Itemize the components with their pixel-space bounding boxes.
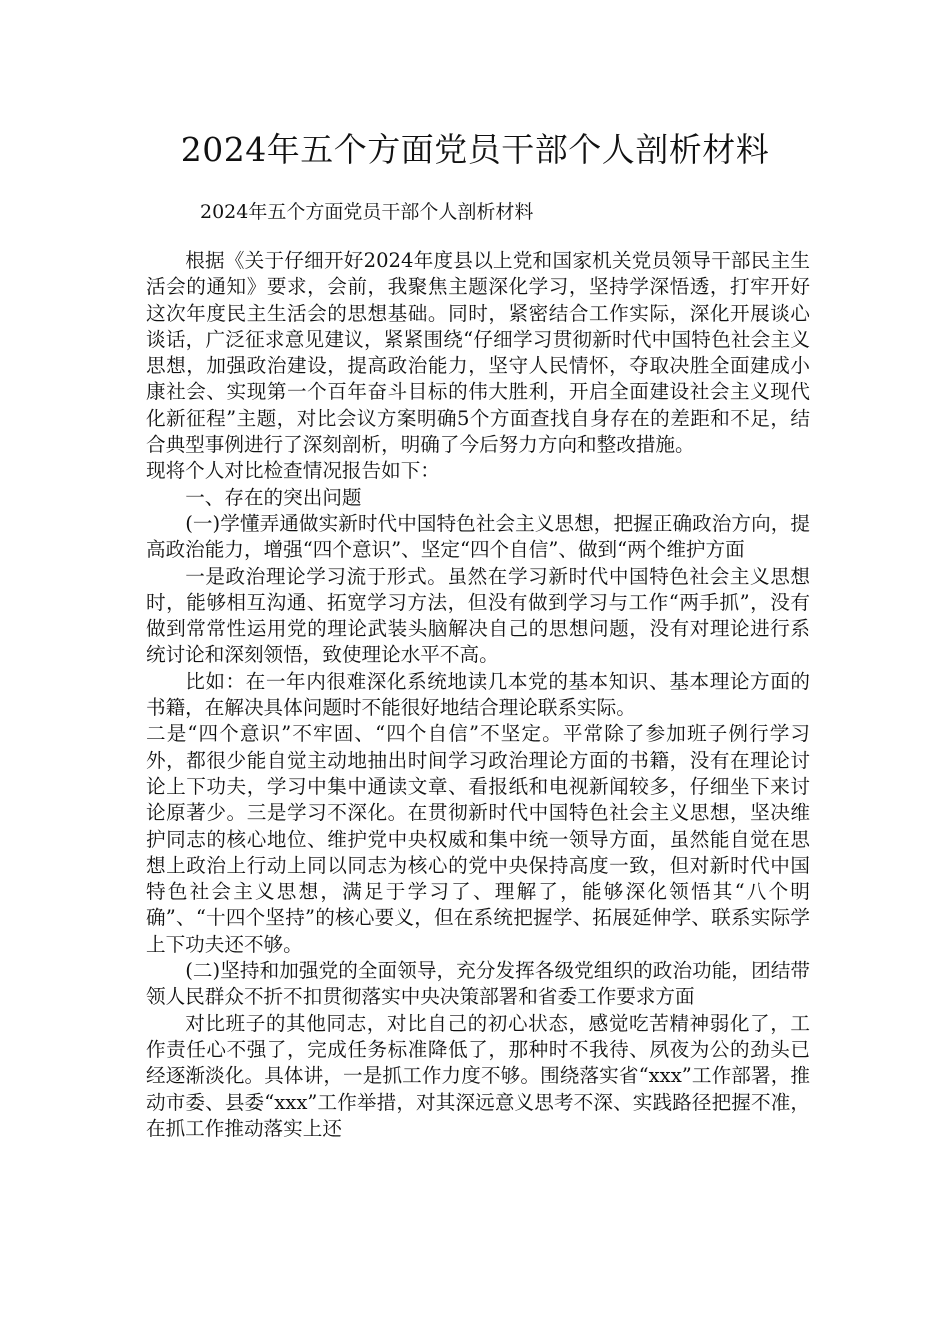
document-title: 2024年五个方面党员干部个人剖析材料 — [180, 130, 770, 169]
paragraph-comparison: 对比班子的其他同志，对比自己的初心状态，感觉吃苦精神弱化了，工作责任心不强了，完成任务标准降低了，那种时不我待、夙夜为公的劲头已经逐渐淡化。具体讲，一是抓工作力度不够。围绕落实省“xxx”工作部署，推动市委、县委“xxx”工作举措，对其深远意义思考不深、实践路径把握不准，在抓工作推动落实上还 — [146, 1011, 810, 1140]
paragraph-report-lead: 现将个人对比检查情况报告如下： — [146, 459, 440, 483]
paragraph-intro: 根据《关于仔细开好2024年度县以上党和国家机关党员领导干部民主生活会的通知》要求，会前，我聚焦主题深化学习，坚持学深悟透，打牢开好这次年度民主生活会的思想基础。同时，紧密结合工作实际，深化开展谈心谈话，广泛征求意见建议，紧紧围绕“仔细学习贯彻新时代中国特色社会主义思想，加强政治建设，提高政治能力，坚守人民情怀，夺取决胜全面建成小康社会、实现第一个百年奋斗目标的伟大胜利，开启全面建设社会主义现代化新征程”主题，对比会议方案明确5个方面查找自身存在的差距和不足，结合典型事例进行了深刻剖析，明确了今后努力方向和整改措施。 — [146, 249, 810, 457]
document-body — [146, 248, 810, 1142]
section-heading-problems: 一、存在的突出问题 — [185, 485, 362, 509]
subsection-heading-1: (一)学懂弄通做实新时代中国特色社会主义思想，把握正确政治方向，提高政治能力，增强“四个意识”、坚定“四个自信”、做到“两个维护方面 — [146, 511, 810, 562]
paragraph-example: 比如：在一年内很难深化系统地读几本党的基本知识、基本理论方面的书籍，在解决具体问题时不能很好地结合理论联系实际。 — [146, 669, 810, 720]
paragraph-four-consciousness: 二是“四个意识”不牢固、“四个自信”不坚定。平常除了参加班子例行学习外，都很少能自觉主动地抽出时间学习政治理论方面的书籍，没有在理论讨论上下功夫，学习中集中通读文章、看报纸和电视新闻较多，仔细坐下来讨论原著少。三是学习不深化。在贯彻新时代中国特色社会主义思想，坚决维护同志的核心地位、维护党中央权威和集中统一领导方面，虽然能自觉在思想上政治上行动上同以同志为核心的党中央保持高度一致，但对新时代中国特色社会主义思想，满足于学习了、理解了，能够深化领悟其“八个明确”、“十四个坚持”的核心要义，但在系统把握学、拓展延伸学、联系实际学上下功夫还不够。 — [146, 722, 810, 956]
subsection-heading-2: (二)坚持和加强党的全面领导，充分发挥各级党组织的政治功能，团结带领人民群众不折不扣贯彻落实中央决策部署和省委工作要求方面 — [146, 959, 810, 1009]
paragraph-theory-study: 一是政治理论学习流于形式。虽然在学习新时代中国特色社会主义思想时，能够相互沟通、拓宽学习方法，但没有做到学习与工作“两手抓”，没有做到常常性运用党的理论武装头脑解决自己的思想问题，没有对理论进行系统讨论和深刻领悟，致使理论水平不高。 — [146, 564, 810, 667]
document-subtitle: 2024年五个方面党员干部个人剖析材料 — [200, 201, 534, 223]
